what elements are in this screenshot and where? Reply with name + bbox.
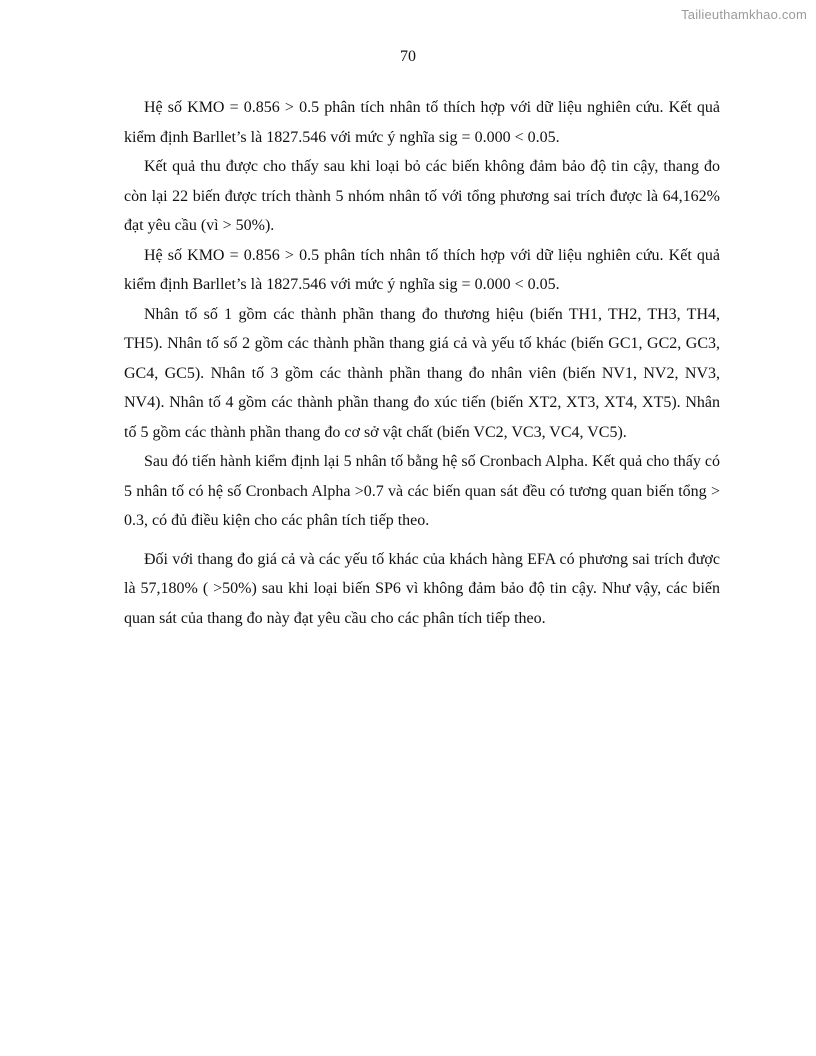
paragraph-price-scale: Đối với thang đo giá cả và các yếu tố khác của khách hàng EFA có phương sai trích được là 57,180% ( >50%) sau khi loại biến SP6 vì không đảm bảo độ tin cậy. Như vậy, các biến quan sát của thang đo này đạt yêu cầu cho các phân tích tiếp theo.: [124, 550, 720, 627]
paragraph-variance-summary: Kết quả thu được cho thấy sau khi loại bỏ các biến không đảm bảo độ tin cậy, thang đo còn lại 22 biến được trích thành 5 nhóm nhân tố với tổng phương sai trích được là 64,162% đạt yêu cầu (vì > 50%).: [124, 158, 720, 234]
page-number: 70: [400, 48, 416, 65]
watermark: Tailieuthamkhao.com: [681, 7, 807, 22]
paragraph-kmo-2: Hệ số KMO = 0.856 > 0.5 phân tích nhân tố thích hợp với dữ liệu nghiên cứu. Kết quả kiểm định Barllet’s là 1827.546 với mức ý nghĩa sig = 0.000 < 0.05.: [124, 246, 720, 293]
paragraph-factor-groups: Nhân tố số 1 gồm các thành phần thang đo thương hiệu (biến TH1, TH2, TH3, TH4, TH5). Nhân tố số 2 gồm các thành phần thang giá cả và yếu tố khác (biến GC1, GC2, GC3, GC4, GC5). Nhân tố 3 gồm các thành phần thang đo nhân viên (biến NV1, NV2, NV3, NV4). Nhân tố 4 gồm các thành phần thang đo xúc tiến (biến XT2, XT3, XT4, XT5). Nhân tố 5 gồm các thành phần thang đo cơ sở vật chất (biến VC2, VC3, VC4, VC5).: [124, 305, 720, 441]
paragraph-kmo-1: Hệ số KMO = 0.856 > 0.5 phân tích nhân tố thích hợp với dữ liệu nghiên cứu. Kết quả kiểm định Barllet’s là 1827.546 với mức ý nghĩa sig = 0.000 < 0.05.: [124, 99, 720, 146]
paragraph-cronbach-alpha: Sau đó tiến hành kiểm định lại 5 nhân tố bằng hệ số Cronbach Alpha. Kết quả cho thấy có 5 nhân tố có hệ số Cronbach Alpha >0.7 và các biến quan sát đều có tương quan biến tổng > 0.3, có đủ điều kiện cho các phân tích tiếp theo.: [124, 453, 720, 529]
document-body: [124, 93, 720, 633]
